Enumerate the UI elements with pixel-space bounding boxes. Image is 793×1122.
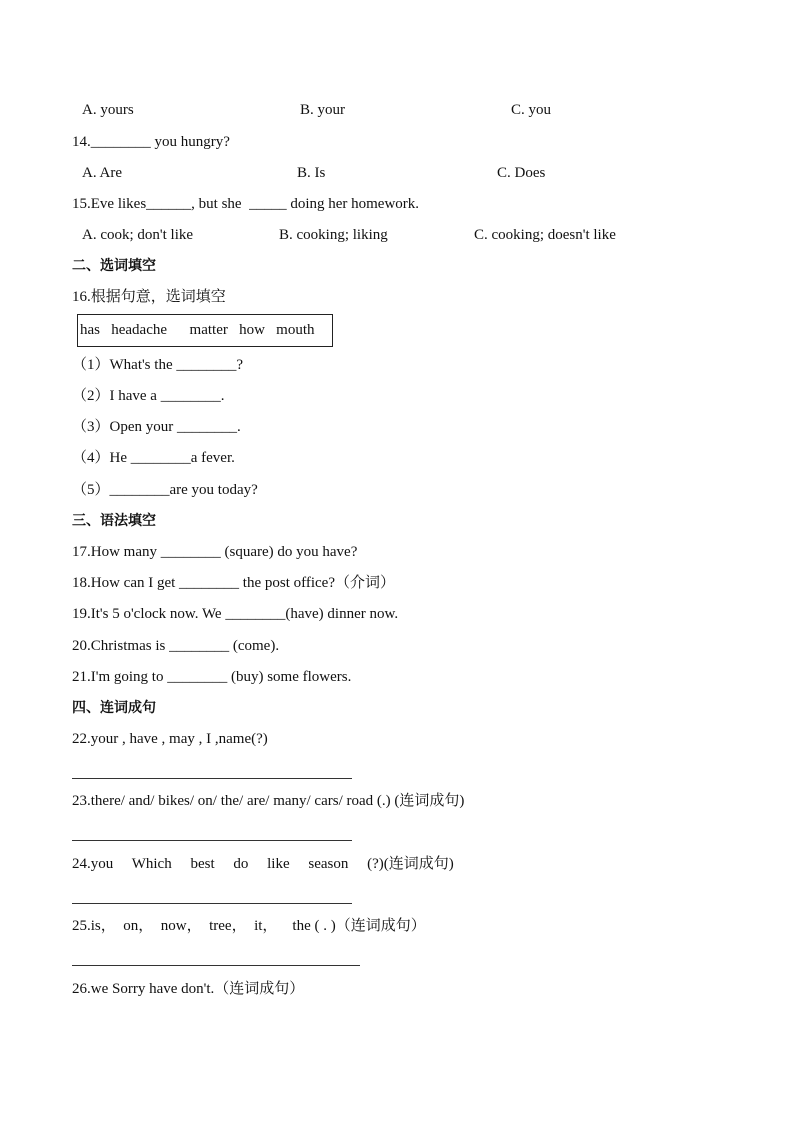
- section3-title: 三、语法填空: [72, 513, 156, 529]
- section2-title: 二、选词填空: [72, 258, 156, 274]
- q23: 23.there/ and/ bikes/ on/ the/ are/ many/ cars/ road (.) (连词成句): [72, 793, 465, 809]
- q16-instruction: 16.根据句意，选词填空: [72, 289, 226, 305]
- q18: 18.How can I get ________ the post office?（介词）: [72, 575, 395, 591]
- q14-option-b: B. Is: [297, 165, 326, 181]
- answer-line-24: [72, 903, 352, 904]
- q26: 26.we Sorry have don't.（连词成句）: [72, 981, 305, 997]
- q13-option-a: A. yours: [82, 102, 134, 118]
- q15-option-a: A. cook; don't like: [82, 227, 194, 243]
- q16-item-2: （2）I have a ________.: [72, 388, 225, 404]
- q17: 17.How many ________ (square) do you have?: [72, 544, 358, 560]
- q14-option-c: C. Does: [497, 165, 546, 181]
- q19: 19.It's 5 o'clock now. We ________(have) dinner now.: [72, 606, 399, 622]
- q16-item-5: （5）________are you today?: [72, 482, 258, 498]
- q20: 20.Christmas is ________ (come).: [72, 638, 280, 654]
- q16-item-4: （4）He ________a fever.: [72, 450, 235, 466]
- q13-option-b: B. your: [300, 102, 345, 118]
- q14-option-a: A. Are: [82, 165, 122, 181]
- answer-line-25: [72, 965, 360, 966]
- q15-question: 15.Eve likes______, but she _____ doing her homework.: [72, 196, 420, 212]
- q16-item-3: （3）Open your ________.: [72, 419, 241, 435]
- q14-question: 14.________ you hungry?: [72, 134, 230, 150]
- q21: 21.I'm going to ________ (buy) some flowers.: [72, 669, 352, 685]
- answer-line-23: [72, 840, 352, 841]
- q24: 24.you Which best do like season (?)(连词成句): [72, 856, 454, 872]
- q25: 25.is， on， now， tree， it， the ( . )（连词成句）: [72, 918, 426, 934]
- q15-option-c: C. cooking; doesn't like: [474, 227, 616, 243]
- word-box: has headache matter how mouth: [77, 314, 333, 347]
- q13-option-c: C. you: [511, 102, 552, 118]
- section4-title: 四、连词成句: [72, 700, 156, 716]
- answer-line-22: [72, 778, 352, 779]
- q16-item-1: （1）What's the ________?: [72, 357, 244, 373]
- q22: 22.your , have , may , I ,name(?): [72, 731, 268, 747]
- q15-option-b: B. cooking; liking: [279, 227, 388, 243]
